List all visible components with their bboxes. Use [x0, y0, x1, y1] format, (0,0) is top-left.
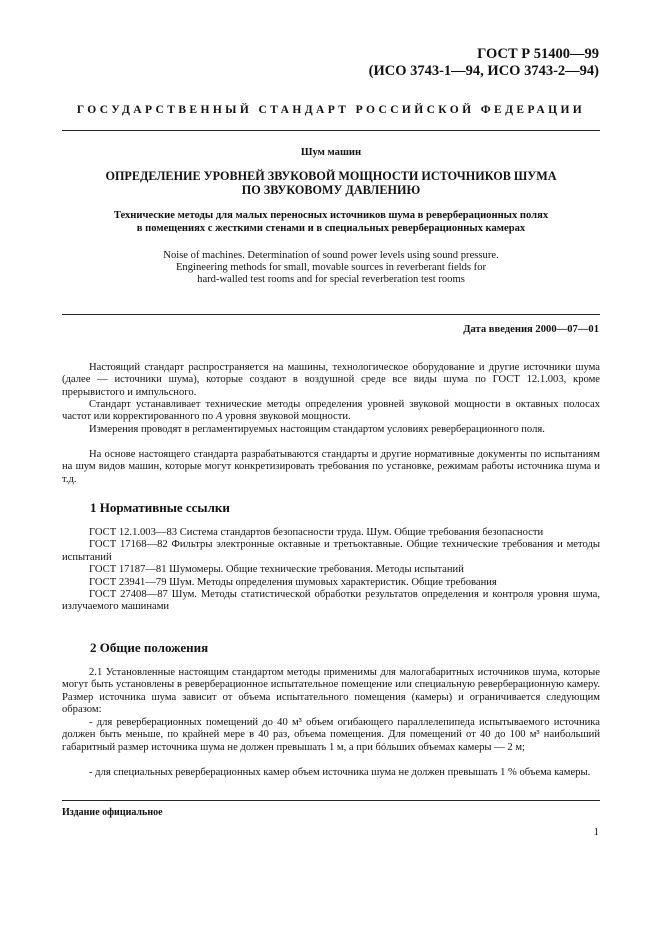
intro-paragraph-2 [62, 399, 600, 424]
title-english [62, 250, 600, 287]
intro-p2-text-b: уровня звуковой мощности. [222, 411, 351, 423]
state-standard-heading: ГОСУДАРСТВЕННЫЙ СТАНДАРТ РОССИЙСКОЙ ФЕДЕРАЦИИ [76, 104, 586, 116]
title-main-line1: ОПРЕДЕЛЕНИЕ УРОВНЕЙ ЗВУКОВОЙ МОЩНОСТИ ИСТОЧНИКОВ ШУМА [105, 169, 557, 183]
intro-date: Дата введения 2000—07—01 [463, 324, 599, 335]
intro-p2-A: А [215, 411, 223, 423]
title-en-line3: hard-walled test rooms and for special reverberation test rooms [197, 274, 465, 286]
footer-divider [62, 800, 600, 801]
title-divider [62, 314, 600, 315]
section-2-paragraph-3: - для специальных реверберационных камер объем источника шума не должен превышать 1 % объема камеры. [89, 767, 591, 778]
intro-paragraph-3: Измерения проводят в регламентируемых настоящим стандартом условиях реверберационного поля. [89, 424, 545, 435]
section-1-title: 1 Нормативные ссылки [90, 500, 230, 515]
title-sub-line2: в помещениях с жесткими стенами и в специальных реверберационных камерах [136, 222, 526, 234]
title-subtitle [62, 210, 600, 235]
reference-item: ГОСТ 17168—82 Фильтры электронные октавные и третьоктавные. Общие технические требования и методы испытаний [62, 539, 600, 563]
reference-item: ГОСТ 27408—87 Шум. Методы статистической обработки результатов определения и контроля уровня шума, излучаемого машинами [62, 589, 600, 613]
normative-references-list [62, 527, 600, 614]
title-main [62, 169, 600, 197]
title-sub-line1: Технические методы для малых переносных источников шума в реверберационных полях [113, 210, 549, 221]
intro-paragraph-1: Настоящий стандарт распространяется на машины, технологическое оборудование и другие источники шума (далее — источники шума), которые создают в воздушной среде все виды шума по ГОСТ 12.1.003, кроме прерывистого и импульсного. [62, 362, 600, 398]
section-2-title: 2 Общие положения [90, 640, 209, 655]
intro-p2-text-a: Стандарт устанавливает технические методы определения уровней звуковой мощности в октавных полосах частот или корректированного по [62, 399, 600, 423]
iso-numbers: (ИСО 3743-1—94, ИСО 3743-2—94) [368, 63, 599, 79]
reference-item: ГОСТ 23941—79 Шум. Методы определения шумовых характеристик. Общие требования [89, 576, 497, 588]
standard-number: ГОСТ Р 51400—99 [477, 46, 599, 62]
title-category: Шум машин [300, 147, 362, 158]
title-en-line1: Noise of machines. Determination of sound power levels using sound pressure. [163, 250, 499, 261]
reference-item: ГОСТ 12.1.003—83 Система стандартов безопасности труда. Шум. Общие требования безопасности [89, 527, 544, 538]
section-2-paragraph-1: 2.1 Установленные настоящим стандартом методы применимы для малогабаритных источников шума, которые могут быть установлены в реверберационное испытательное помещение или специальную реверберационную камеру. Размер источника шума зависит от объема испытательного помещения (камеры) и ограничивается следующим образом: [62, 667, 600, 716]
title-main-line2: ПО ЗВУКОВОМУ ДАВЛЕНИЮ [241, 183, 421, 197]
intro-paragraph-4: На основе настоящего стандарта разрабатываются стандарты и другие нормативные документы по испытаниям на шум видов машин, которые могут конкретизировать требования по установке, режимам работы источника шума и т.д. [62, 449, 600, 485]
edition-label: Издание официальное [62, 807, 163, 818]
reference-item: ГОСТ 17187—81 Шумомеры. Общие технические требования. Методы испытаний [89, 564, 464, 576]
top-divider [62, 130, 600, 131]
title-en-line2: Engineering methods for small, movable sources in reverberant fields for [175, 262, 487, 274]
page-number: 1 [593, 826, 599, 838]
section-2-paragraph-2: - для реверберационных помещений до 40 м³ объем огибающего параллелепипеда испытываемого источника должен быть меньше, по крайней мере в 40 раз, объема помещения. Для помещений от 40 до 100 м³ наибольший габаритный размер источника шума не должен превышать 1 м, а при бóльших объемах камеры — 2 м; [62, 717, 600, 753]
